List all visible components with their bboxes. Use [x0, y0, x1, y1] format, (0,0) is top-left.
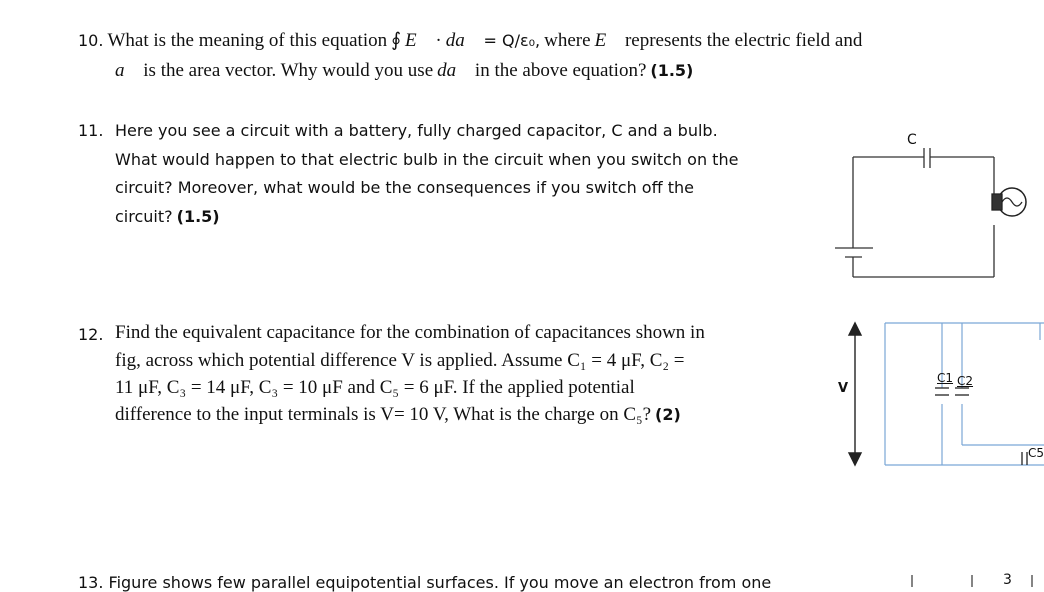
capacitor-network-q12 — [849, 323, 1044, 465]
integral-symbol: ∮ — [391, 30, 402, 51]
q12-marks: (2) — [655, 405, 681, 424]
q11-marks: (1.5) — [176, 207, 220, 226]
q10-text-suffix: represents the electric field and — [624, 30, 863, 51]
q10-line2-text: is the area vector. Why would you use — [143, 60, 434, 81]
q12-line-4-text: difference to the input terminals is V= 10 V, What is the charge on C₅? — [115, 404, 652, 425]
q11-line-4-text: circuit? — [115, 207, 173, 226]
network-wires — [885, 323, 1044, 465]
a-vector: a⃗ — [455, 30, 480, 51]
a-vector-2: a⃗ — [115, 60, 140, 81]
q13-figure-lines — [912, 575, 1032, 587]
da-vector: da⃗ — [437, 60, 471, 81]
q10-number: 10. — [78, 31, 104, 50]
e-vector: E⃗ — [405, 30, 432, 51]
differential-d: d — [445, 30, 456, 51]
q12-line-2: fig, across which potential difference V is applied. Assume C₁ = 4 μF, C₂ = — [115, 350, 685, 371]
c1-label: C1 — [937, 371, 954, 385]
q12-number: 12. — [78, 325, 104, 344]
q13-digit: 3 — [1003, 572, 1012, 588]
q10-where: where — [544, 30, 591, 51]
q10-line2-text2: in the above equation? — [474, 60, 647, 81]
q13-partial-line: 13. Figure shows few parallel equipotential surfaces. If you move an electron from one — [78, 573, 772, 592]
equation-rhs: = Q/ε₀, — [483, 31, 541, 50]
circuit-diagram-q11 — [835, 148, 1026, 277]
q12-line-3: 11 μF, C₃ = 14 μF, C₃ = 10 μF and C₅ = 6 μF. If the applied potential — [115, 377, 635, 398]
bulb-icon — [992, 188, 1026, 216]
q10-text-prefix: What is the meaning of this equation — [107, 30, 388, 51]
q10-marks: (1.5) — [650, 61, 694, 80]
capacitor-label-c: C — [907, 132, 917, 148]
capacitor-plates — [935, 388, 1027, 465]
voltage-arrow — [849, 323, 861, 465]
c2-label: C2 — [957, 374, 974, 388]
q11-number: 11. — [78, 121, 104, 140]
q11-line-3: circuit? Moreover, what would be the consequences if you switch off the — [115, 178, 694, 197]
q12-line-1: Find the equivalent capacitance for the combination of capacitances shown in — [115, 322, 705, 343]
voltage-label: V — [838, 381, 849, 396]
e-vector-2: E⃗ — [594, 30, 621, 51]
c5-label: C5 — [1028, 446, 1044, 460]
q11-line-1: Here you see a circuit with a battery, fully charged capacitor, C and a bulb. — [115, 121, 718, 140]
q11-line-2: What would happen to that electric bulb in the circuit when you switch on the — [115, 150, 739, 169]
dot-operator: · — [435, 30, 442, 51]
